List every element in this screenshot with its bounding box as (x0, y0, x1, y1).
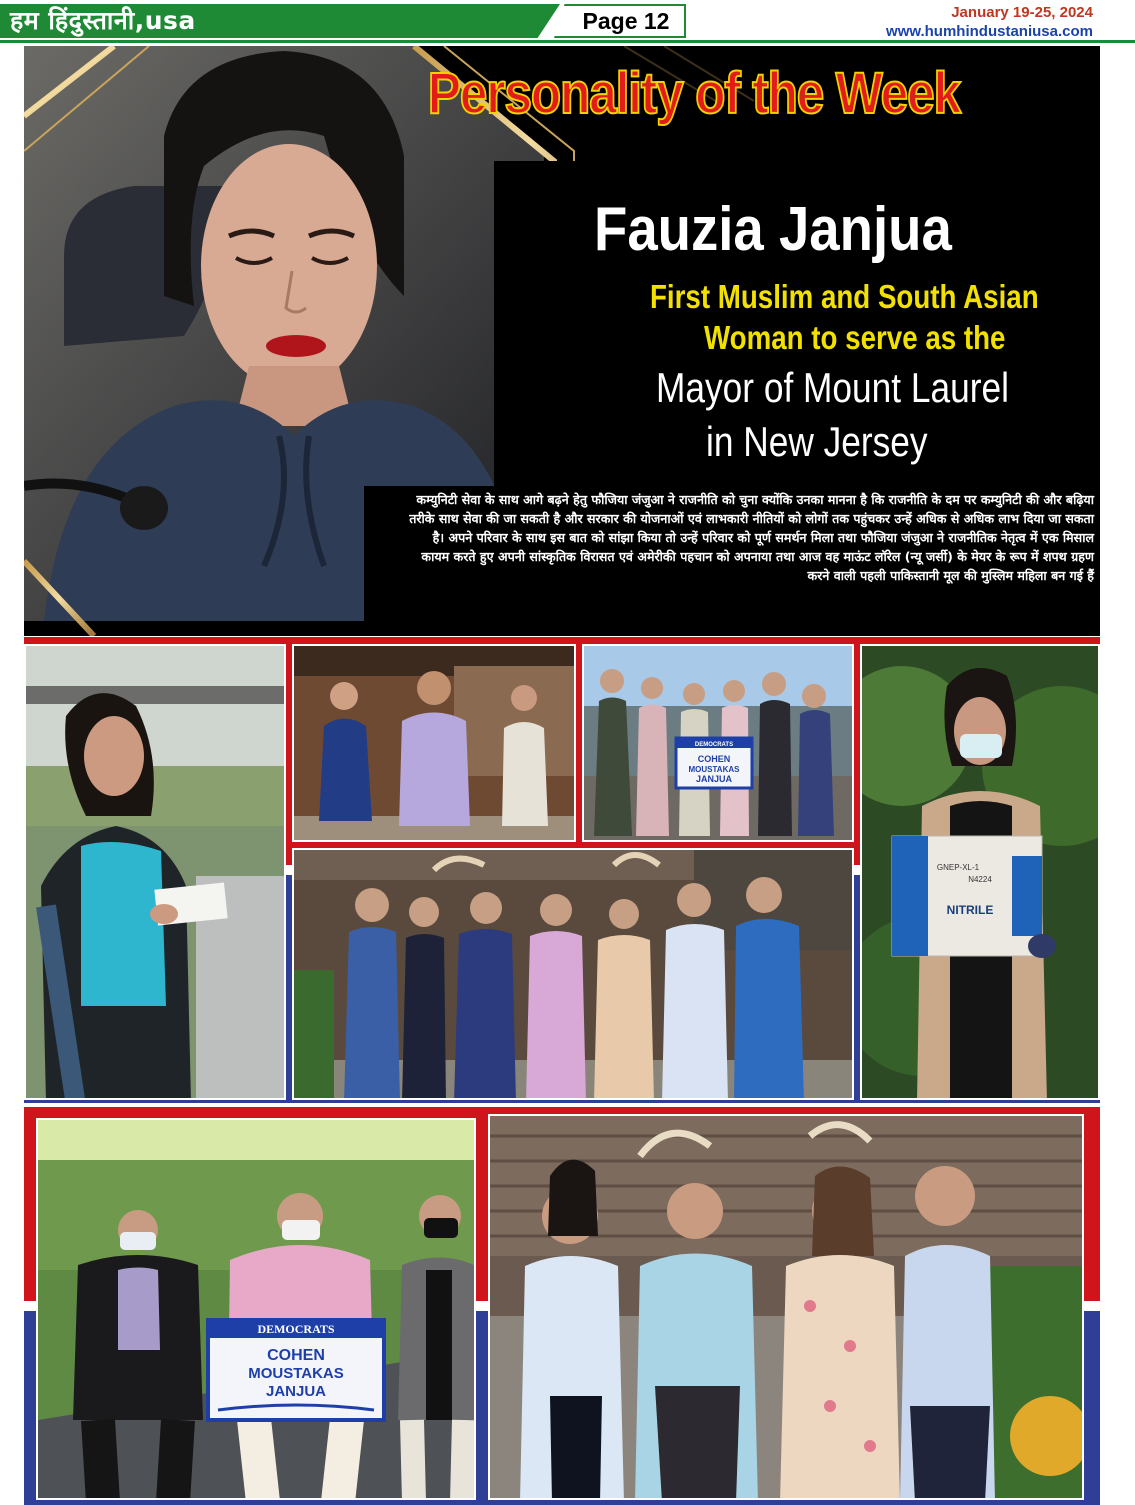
sign-small-line-1: DEMOCRATS (694, 742, 734, 748)
sign-large-line-1: DEMOCRATS (257, 1322, 335, 1336)
photo-group-of-seven (292, 848, 854, 1100)
masthead (0, 0, 1135, 44)
feature-name: Fauzia Janjua (594, 195, 952, 264)
box-label-nitrile: NITRILE (946, 903, 994, 917)
sign-small-line-2: COHEN (697, 754, 731, 764)
sign-small-line-4: JANJUA (695, 774, 733, 784)
sign-large-line-3: MOUSTAKAS (248, 1365, 344, 1382)
photo-supply-box (860, 644, 1100, 1100)
feature-hero (24, 46, 1100, 636)
sign-small-line-3: MOUSTAKAS (688, 765, 740, 774)
photo-democrats-sign (36, 1118, 476, 1500)
hindi-article-text: कम्युनिटी सेवा के साथ आगे बढ़ने हेतु फौजिया जंजुआ ने राजनीति को चुना क्योंकि उनका मानना है कि राजनीति के दम पर कम्युनिटी की और बढ़िया तरीके साथ सेवा की जा सकती है और सरकार की योजनाओं एवं लाभकारी नीतियों को लोगों तक पहुंचकर उन्हें अधिक से अधिक लाभ दिया जा सकता है। अपने परिवार के साथ इस बात को सांझा किया तो उन्हें परिवार को पूर्ण समर्थन मिला तथा फौजिया जंजुआ ने राजनीतिक नेतृत्व में एक मिसाल कायम करते हुए अपनी सांस्कृतिक विरासत एवं अमेरीकी पहचान को अपनाया तथा आज वह माऊंट लॉरेल (न्यू जर्सी) के मेयर के रूप में शपथ ग्रहण करने वाली पहली पाकिस्तानी मूल की मुस्लिम महिला बन गई हैं (409, 492, 1094, 583)
website-url[interactable]: www.humhindustaniusa.com (886, 23, 1093, 40)
sign-large-line-2: COHEN (267, 1347, 325, 1364)
issue-date: January 19-25, 2024 (951, 4, 1093, 21)
masthead-rule (0, 40, 1135, 43)
subtitle-line-4: in New Jersey (706, 418, 928, 465)
subtitle-line-2: Woman to serve as the (704, 319, 1006, 356)
photo-ballot-drop (24, 644, 286, 1100)
photo-trio-standing (292, 644, 576, 842)
page-number: Page 12 (582, 8, 670, 34)
subtitle-line-1: First Muslim and South Asian (650, 278, 1039, 315)
box-code: GNEP-XL-1 (936, 863, 980, 872)
sign-large-line-4: JANJUA (265, 1383, 327, 1400)
photo-four-standing (488, 1114, 1084, 1500)
box-code-2: N4224 (968, 875, 992, 884)
section-title: Personality of the Week (427, 61, 960, 126)
newspaper-brand: हम हिंदुस्तानी,usa (10, 6, 196, 35)
subtitle-line-3: Mayor of Mount Laurel (656, 364, 1009, 411)
photo-campaign-group (582, 644, 854, 842)
